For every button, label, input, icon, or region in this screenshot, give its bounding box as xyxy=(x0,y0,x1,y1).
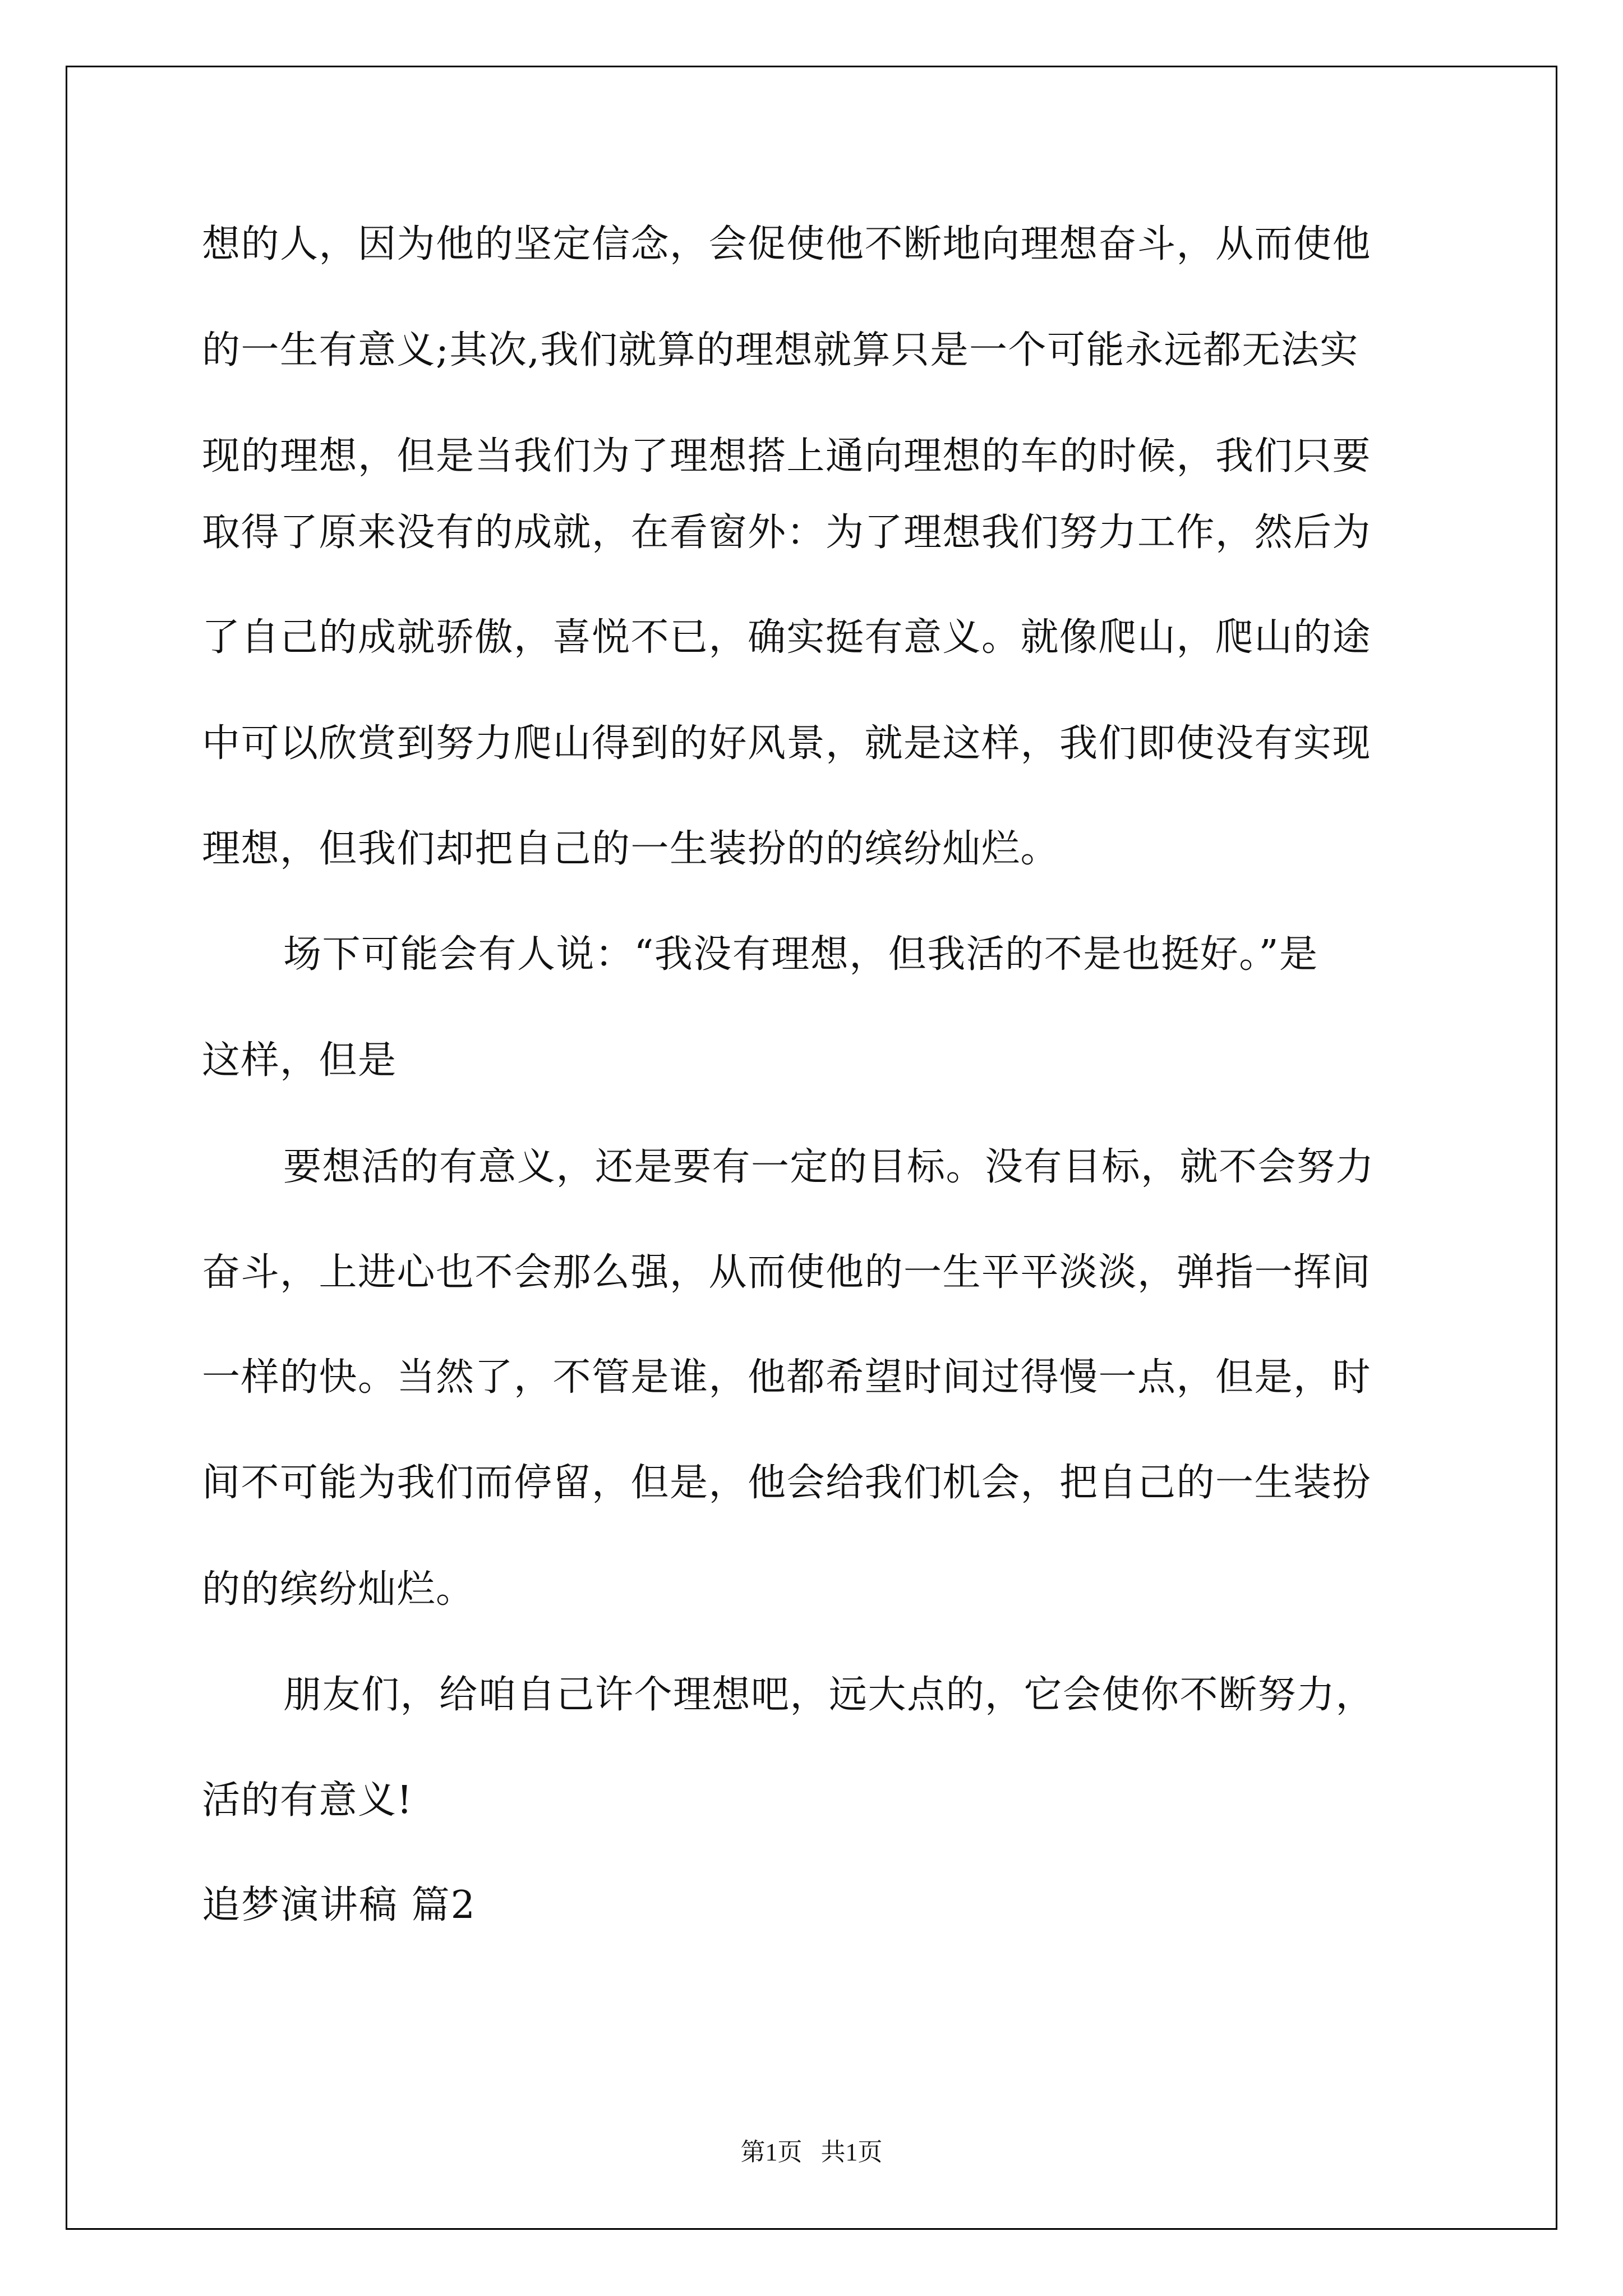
paragraph-first-line: 要想活的有意义，还是要有一定的目标。没有目标，就不会努力 xyxy=(283,1145,1375,1189)
paragraph-first-line: 朋友们，给咱自己许个理想吧，远大点的，它会使你不断努力， xyxy=(283,1673,1375,1717)
body-text-line: 现的理想，但是当我们为了理想搭上通向理想的车的时候，我们只要 xyxy=(202,434,1372,478)
body-text-line: 一样的快。当然了，不管是谁，他都希望时间过得慢一点，但是，时 xyxy=(202,1355,1372,1400)
section-heading: 追梦演讲稿 篇2 xyxy=(202,1883,476,1927)
body-text-line: 间不可能为我们而停留，但是，他会给我们机会，把自己的一生装扮 xyxy=(202,1461,1372,1505)
body-text-line: 的的缤纷灿烂。 xyxy=(202,1567,475,1612)
page-number-footer: 第1页 共1页 xyxy=(740,2138,883,2166)
body-text-line: 了自己的成就骄傲，喜悦不已，确实挺有意义。就像爬山，爬山的途 xyxy=(202,615,1372,660)
body-text-line: 这样，但是 xyxy=(202,1038,397,1083)
body-text-line: 取得了原来没有的成就，在看窗外：为了理想我们努力工作，然后为 xyxy=(202,510,1372,555)
paragraph-first-line: 场下可能会有人说：“我没有理想，但我活的不是也挺好。”是 xyxy=(283,932,1318,977)
body-text-line: 想的人，因为他的坚定信念，会促使他不断地向理想奋斗，从而使他 xyxy=(202,222,1372,266)
body-text-line: 理想，但我们却把自己的一生装扮的的缤纷灿烂。 xyxy=(202,827,1060,871)
body-text-line: 的一生有意义;其次,我们就算的理想就算只是一个可能永远都无法实 xyxy=(202,328,1359,372)
body-text-line: 中可以欣赏到努力爬山得到的好风景，就是这样，我们即使没有实现 xyxy=(202,721,1372,766)
body-text-line: 奋斗，上进心也不会那么强，从而使他的一生平平淡淡，弹指一挥间 xyxy=(202,1250,1372,1295)
body-text-line: 活的有意义! xyxy=(202,1778,413,1823)
